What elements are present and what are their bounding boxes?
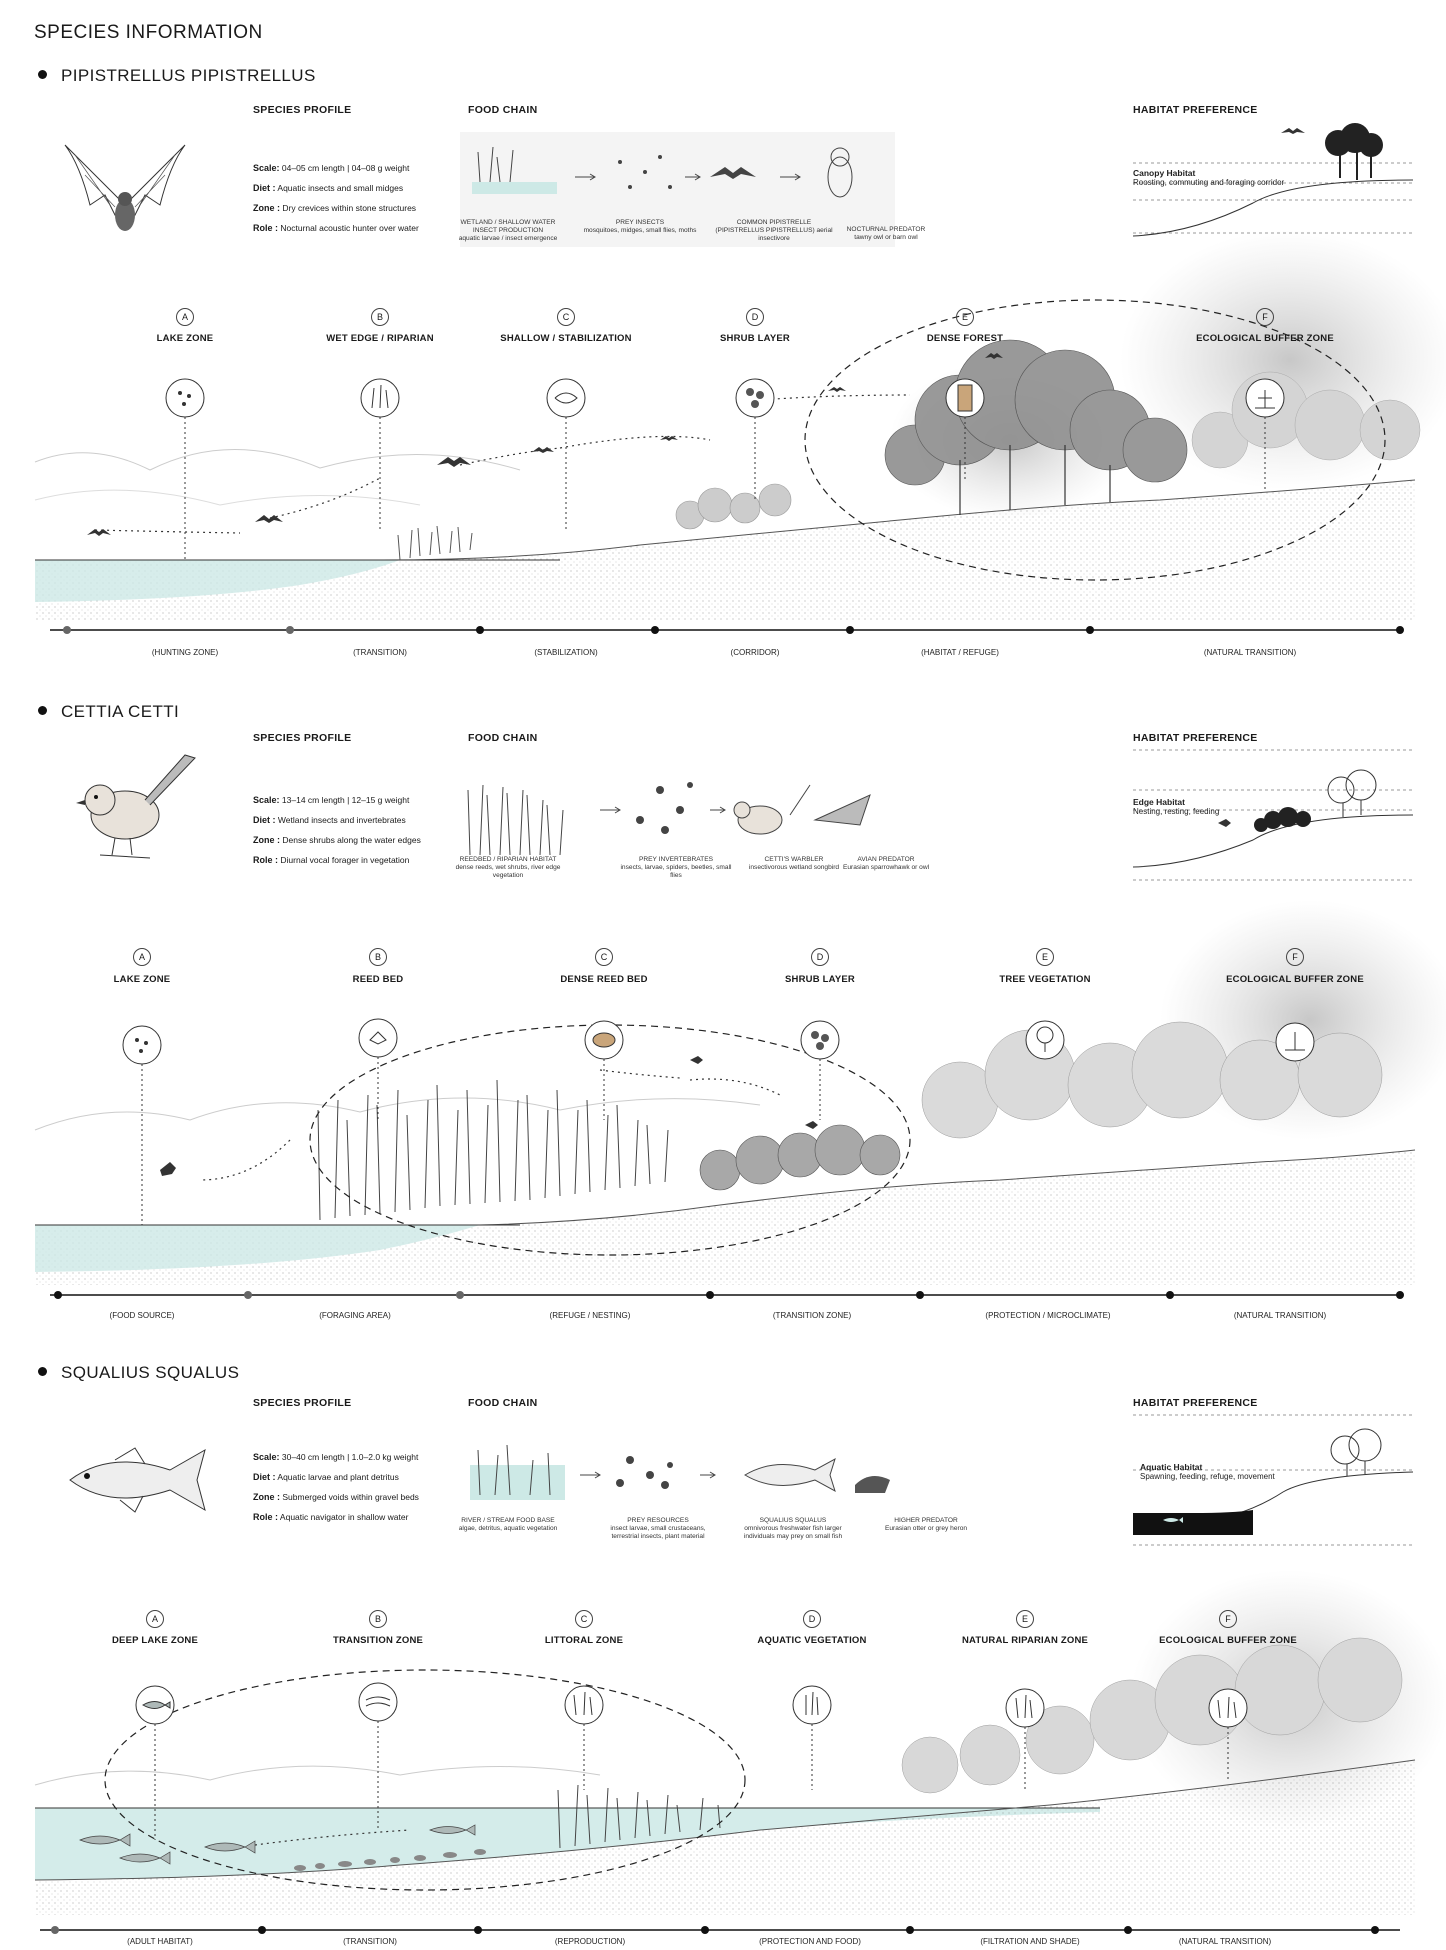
profile-zone: Zone : Submerged voids within gravel beds	[253, 1492, 419, 1502]
species-title: SQUALIUS SQUALUS	[38, 1363, 239, 1383]
zone-letter: B	[371, 308, 389, 326]
zone-letter: D	[811, 948, 829, 966]
axis-label: (NATURAL TRANSITION)	[1203, 648, 1297, 657]
species-title: CETTIA CETTI	[38, 702, 179, 722]
zone-name: ECOLOGICAL BUFFER ZONE	[1159, 1635, 1297, 1646]
profile-diet: Diet : Wetland insects and invertebrates	[253, 815, 406, 825]
zone-name: DENSE FOREST	[926, 333, 1004, 344]
habitat-preference-header: HABITAT PREFERENCE	[1133, 732, 1258, 744]
profile-role: Role : Nocturnal acoustic hunter over water	[253, 223, 419, 233]
zone-letter: C	[575, 1610, 593, 1628]
axis-label: (FILTRATION AND SHADE)	[980, 1937, 1080, 1946]
axis-label: (REPRODUCTION)	[554, 1937, 626, 1946]
profile-zone: Zone : Dense shrubs along the water edges	[253, 835, 421, 845]
zone-letter: B	[369, 948, 387, 966]
food-chain-step: SQUALIUS SQUALUS omnivorous freshwater fish larger individuals may prey on small fish	[743, 1517, 843, 1540]
axis-label: (TRANSITION ZONE)	[772, 1311, 852, 1320]
profile-zone: Zone : Dry crevices within stone structures	[253, 203, 417, 213]
zone-letter: A	[176, 308, 194, 326]
axis-label: (NATURAL TRANSITION)	[1178, 1937, 1272, 1946]
food-chain-header: FOOD CHAIN	[468, 1397, 538, 1409]
zone-name: ECOLOGICAL BUFFER ZONE	[1196, 333, 1334, 344]
food-chain-step: AVIAN PREDATOR Eurasian sparrowhawk or owl	[842, 856, 930, 871]
food-chain-step: WETLAND / SHALLOW WATER INSECT PRODUCTION aquatic larvae / insect emergence	[458, 219, 558, 242]
habitat-description: Canopy Habitat Roosting, commuting and foraging corridor	[1133, 168, 1285, 187]
food-chain-step: PREY RESOURCES insect larvae, small crustaceans, terrestrial insects, plant material	[610, 1517, 706, 1540]
zone-letter: E	[1016, 1610, 1034, 1628]
zone-letter: A	[146, 1610, 164, 1628]
zone-letter: F	[1219, 1610, 1237, 1628]
zone-letter: D	[803, 1610, 821, 1628]
food-chain-step: CETTI'S WARBLER insectivorous wetland songbird	[748, 856, 840, 871]
habitat-description: Aquatic Habitat Spawning, feeding, refuge, movement	[1140, 1462, 1275, 1481]
profile-scale: Scale: 04–05 cm length | 04–08 g weight	[253, 163, 410, 173]
axis-label: (STABILIZATION)	[534, 648, 598, 657]
zone-letter: E	[956, 308, 974, 326]
food-chain-step: REEDBED / RIPARIAN HABITAT dense reeds, wet shrubs, river edge vegetation	[455, 856, 561, 879]
zone-letter: D	[746, 308, 764, 326]
axis-label: (TRANSITION)	[343, 1937, 397, 1946]
zone-name: LAKE ZONE	[156, 333, 214, 344]
zone-name: WET EDGE / RIPARIAN	[326, 333, 434, 344]
zone-name: REED BED	[352, 974, 404, 985]
axis-label: (CORRIDOR)	[730, 648, 780, 657]
profile-scale: Scale: 30–40 cm length | 1.0–2.0 kg weight	[253, 1452, 419, 1462]
food-chain-step: RIVER / STREAM FOOD BASE algae, detritus, aquatic vegetation	[458, 1517, 558, 1532]
axis-label: (PROTECTION / MICROCLIMATE)	[985, 1311, 1111, 1320]
species-title: PIPISTRELLUS PIPISTRELLUS	[38, 66, 316, 86]
profile-role: Role : Aquatic navigator in shallow water	[253, 1512, 409, 1522]
zone-letter: A	[133, 948, 151, 966]
zone-name: NATURAL RIPARIAN ZONE	[961, 1635, 1089, 1646]
zone-name: DEEP LAKE ZONE	[111, 1635, 199, 1646]
habitat-description: Edge Habitat Nesting, resting, feeding	[1133, 797, 1220, 816]
food-chain-header: FOOD CHAIN	[468, 104, 538, 116]
food-chain-header: FOOD CHAIN	[468, 732, 538, 744]
profile-scale: Scale: 13–14 cm length | 12–15 g weight	[253, 795, 410, 805]
axis-label: (FORAGING AREA)	[319, 1311, 391, 1320]
food-chain-step: COMMON PIPISTRELLE (PIPISTRELLUS PIPISTRELLUS) aerial insectivore	[715, 219, 833, 242]
profile-diet: Diet : Aquatic larvae and plant detritus	[253, 1472, 399, 1482]
habitat-preference-header: HABITAT PREFERENCE	[1133, 1397, 1258, 1409]
food-chain-step: PREY INVERTEBRATES insects, larvae, spiders, beetles, small flies	[620, 856, 732, 879]
zone-name: SHALLOW / STABILIZATION	[500, 333, 632, 344]
zone-name: AQUATIC VEGETATION	[757, 1635, 867, 1646]
page-title: SPECIES INFORMATION	[34, 22, 263, 43]
axis-label: (REFUGE / NESTING)	[549, 1311, 631, 1320]
zone-name: TRANSITION ZONE	[332, 1635, 424, 1646]
zone-letter: F	[1256, 308, 1274, 326]
food-chain-step: NOCTURNAL PREDATOR tawny owl or barn owl	[846, 226, 926, 241]
profile-diet: Diet : Aquatic insects and small midges	[253, 183, 404, 193]
habitat-preference-header: HABITAT PREFERENCE	[1133, 104, 1258, 116]
zone-letter: E	[1036, 948, 1054, 966]
zone-name: DENSE REED BED	[560, 974, 648, 985]
axis-label: (TRANSITION)	[353, 648, 407, 657]
axis-label: (HABITAT / REFUGE)	[921, 648, 999, 657]
species-profile-header: SPECIES PROFILE	[253, 1397, 352, 1409]
zone-letter: C	[557, 308, 575, 326]
zone-name: LAKE ZONE	[113, 974, 171, 985]
axis-label: (ADULT HABITAT)	[127, 1937, 193, 1946]
axis-label: (HUNTING ZONE)	[151, 648, 219, 657]
food-chain-step: HIGHER PREDATOR Eurasian otter or grey heron	[884, 1517, 968, 1532]
food-chain-step: PREY INSECTS mosquitoes, midges, small flies, moths	[583, 219, 697, 234]
axis-label: (PROTECTION AND FOOD)	[759, 1937, 861, 1946]
zone-name: SHRUB LAYER	[785, 974, 855, 985]
zone-name: SHRUB LAYER	[720, 333, 790, 344]
zone-name: ECOLOGICAL BUFFER ZONE	[1226, 974, 1364, 985]
zone-letter: B	[369, 1610, 387, 1628]
zone-name: LITTORAL ZONE	[544, 1635, 624, 1646]
species-profile-header: SPECIES PROFILE	[253, 104, 352, 116]
species-profile-header: SPECIES PROFILE	[253, 732, 352, 744]
axis-label: (NATURAL TRANSITION)	[1233, 1311, 1327, 1320]
axis-label: (FOOD SOURCE)	[109, 1311, 175, 1320]
zone-name: TREE VEGETATION	[999, 974, 1091, 985]
profile-role: Role : Diurnal vocal forager in vegetation	[253, 855, 410, 865]
zone-letter: F	[1286, 948, 1304, 966]
zone-letter: C	[595, 948, 613, 966]
